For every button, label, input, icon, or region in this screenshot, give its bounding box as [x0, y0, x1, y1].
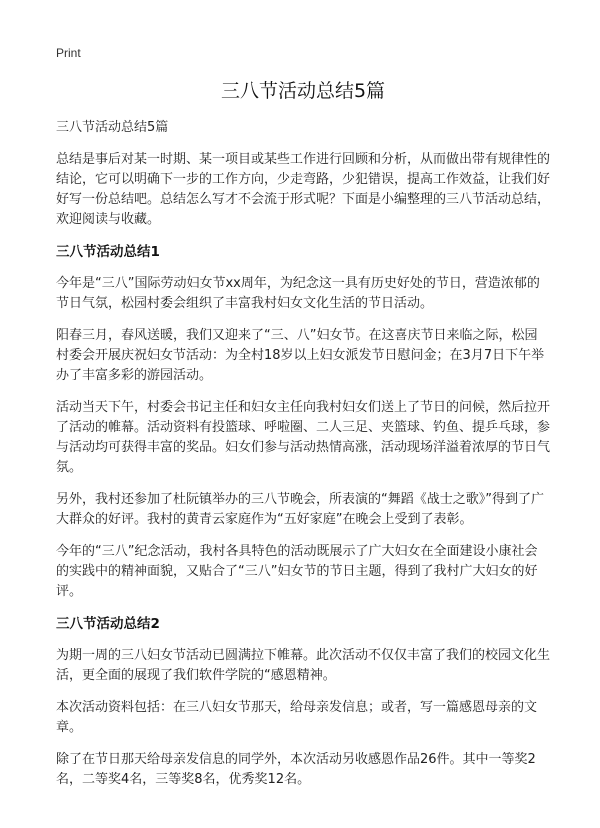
section-heading: 三八节活动总结1 — [56, 244, 160, 260]
section-paragraph: 为期一周的三八妇女节活动已圆满拉下帷幕。此次活动不仅仅丰富了我们的校园文化生活，更全面的展现了我们软件学院的“感恩精神。 — [56, 648, 551, 683]
section-heading: 三八节活动总结2 — [56, 616, 160, 632]
intro-paragraph: 总结是事后对某一时期、某一项目或某些工作进行回顾和分析，从而做出带有规律性的结论，它可以明确下一步的工作方向，少走弯路，少犯错误，提高工作效益，让我们好好写一份总结吧。总结怎么写才不会流于形式呢？下面是小编整理的三八节活动总结，欢迎阅读与收藏。 — [56, 152, 551, 227]
document-subtitle: 三八节活动总结5篇 — [56, 120, 169, 135]
section-paragraph: 另外，我村还参加了杜阮镇举办的三八节晚会，所表演的“舞蹈《战士之歌》”得到了广大群众的好评。我村的黄青云家庭作为“五好家庭”在晚会上受到了表彰。 — [56, 492, 544, 527]
section-paragraph: 除了在节日那天给母亲发信息的同学外，本次活动另收感恩作品26件。其中一等奖2名，二等奖4名，三等奖8名，优秀奖12名。 — [56, 752, 536, 787]
section-paragraph: 今年的“三八”纪念活动，我村各具特色的活动既展示了广大妇女在全面建设小康社会的实践中的精神面貌，又贴合了“三八”妇女节的节日主题，得到了我村广大妇女的好评。 — [56, 544, 538, 599]
section-paragraph: 今年是“三八”国际劳动妇女节xx周年，为纪念这一具有历史好处的节日，营造浓郁的节日气氛，松园村委会组织了丰富我村妇女文化生活的节日活动。 — [56, 276, 540, 311]
page-title: 三八节活动总结5篇 — [220, 80, 386, 102]
section-paragraph: 阳春三月，春风送暖，我们又迎来了“三、八”妇女节。在这喜庆节日来临之际，松园村委会开展庆祝妇女节活动：为全村18岁以上妇女派发节日慰问金；在3月7日下午举办了丰富多彩的游园活动。 — [56, 328, 545, 383]
document-body — [56, 78, 550, 802]
section-paragraph: 活动当天下午，村委会书记主任和妇女主任向我村妇女们送上了节日的问候，然后拉开了活动的帷幕。活动资料有投篮球、呼啦圈、二人三足、夹篮球、钓鱼、提乒乓球，参与活动均可获得丰富的奖品。妇女们参与活动热情高涨，活动现场洋溢着浓厚的节日气氛。 — [56, 400, 551, 475]
print-link[interactable]: Print — [56, 46, 81, 60]
section-paragraph: 本次活动资料包括：在三八妇女节那天，给母亲发信息；或者，写一篇感恩母亲的文章。 — [56, 700, 538, 735]
